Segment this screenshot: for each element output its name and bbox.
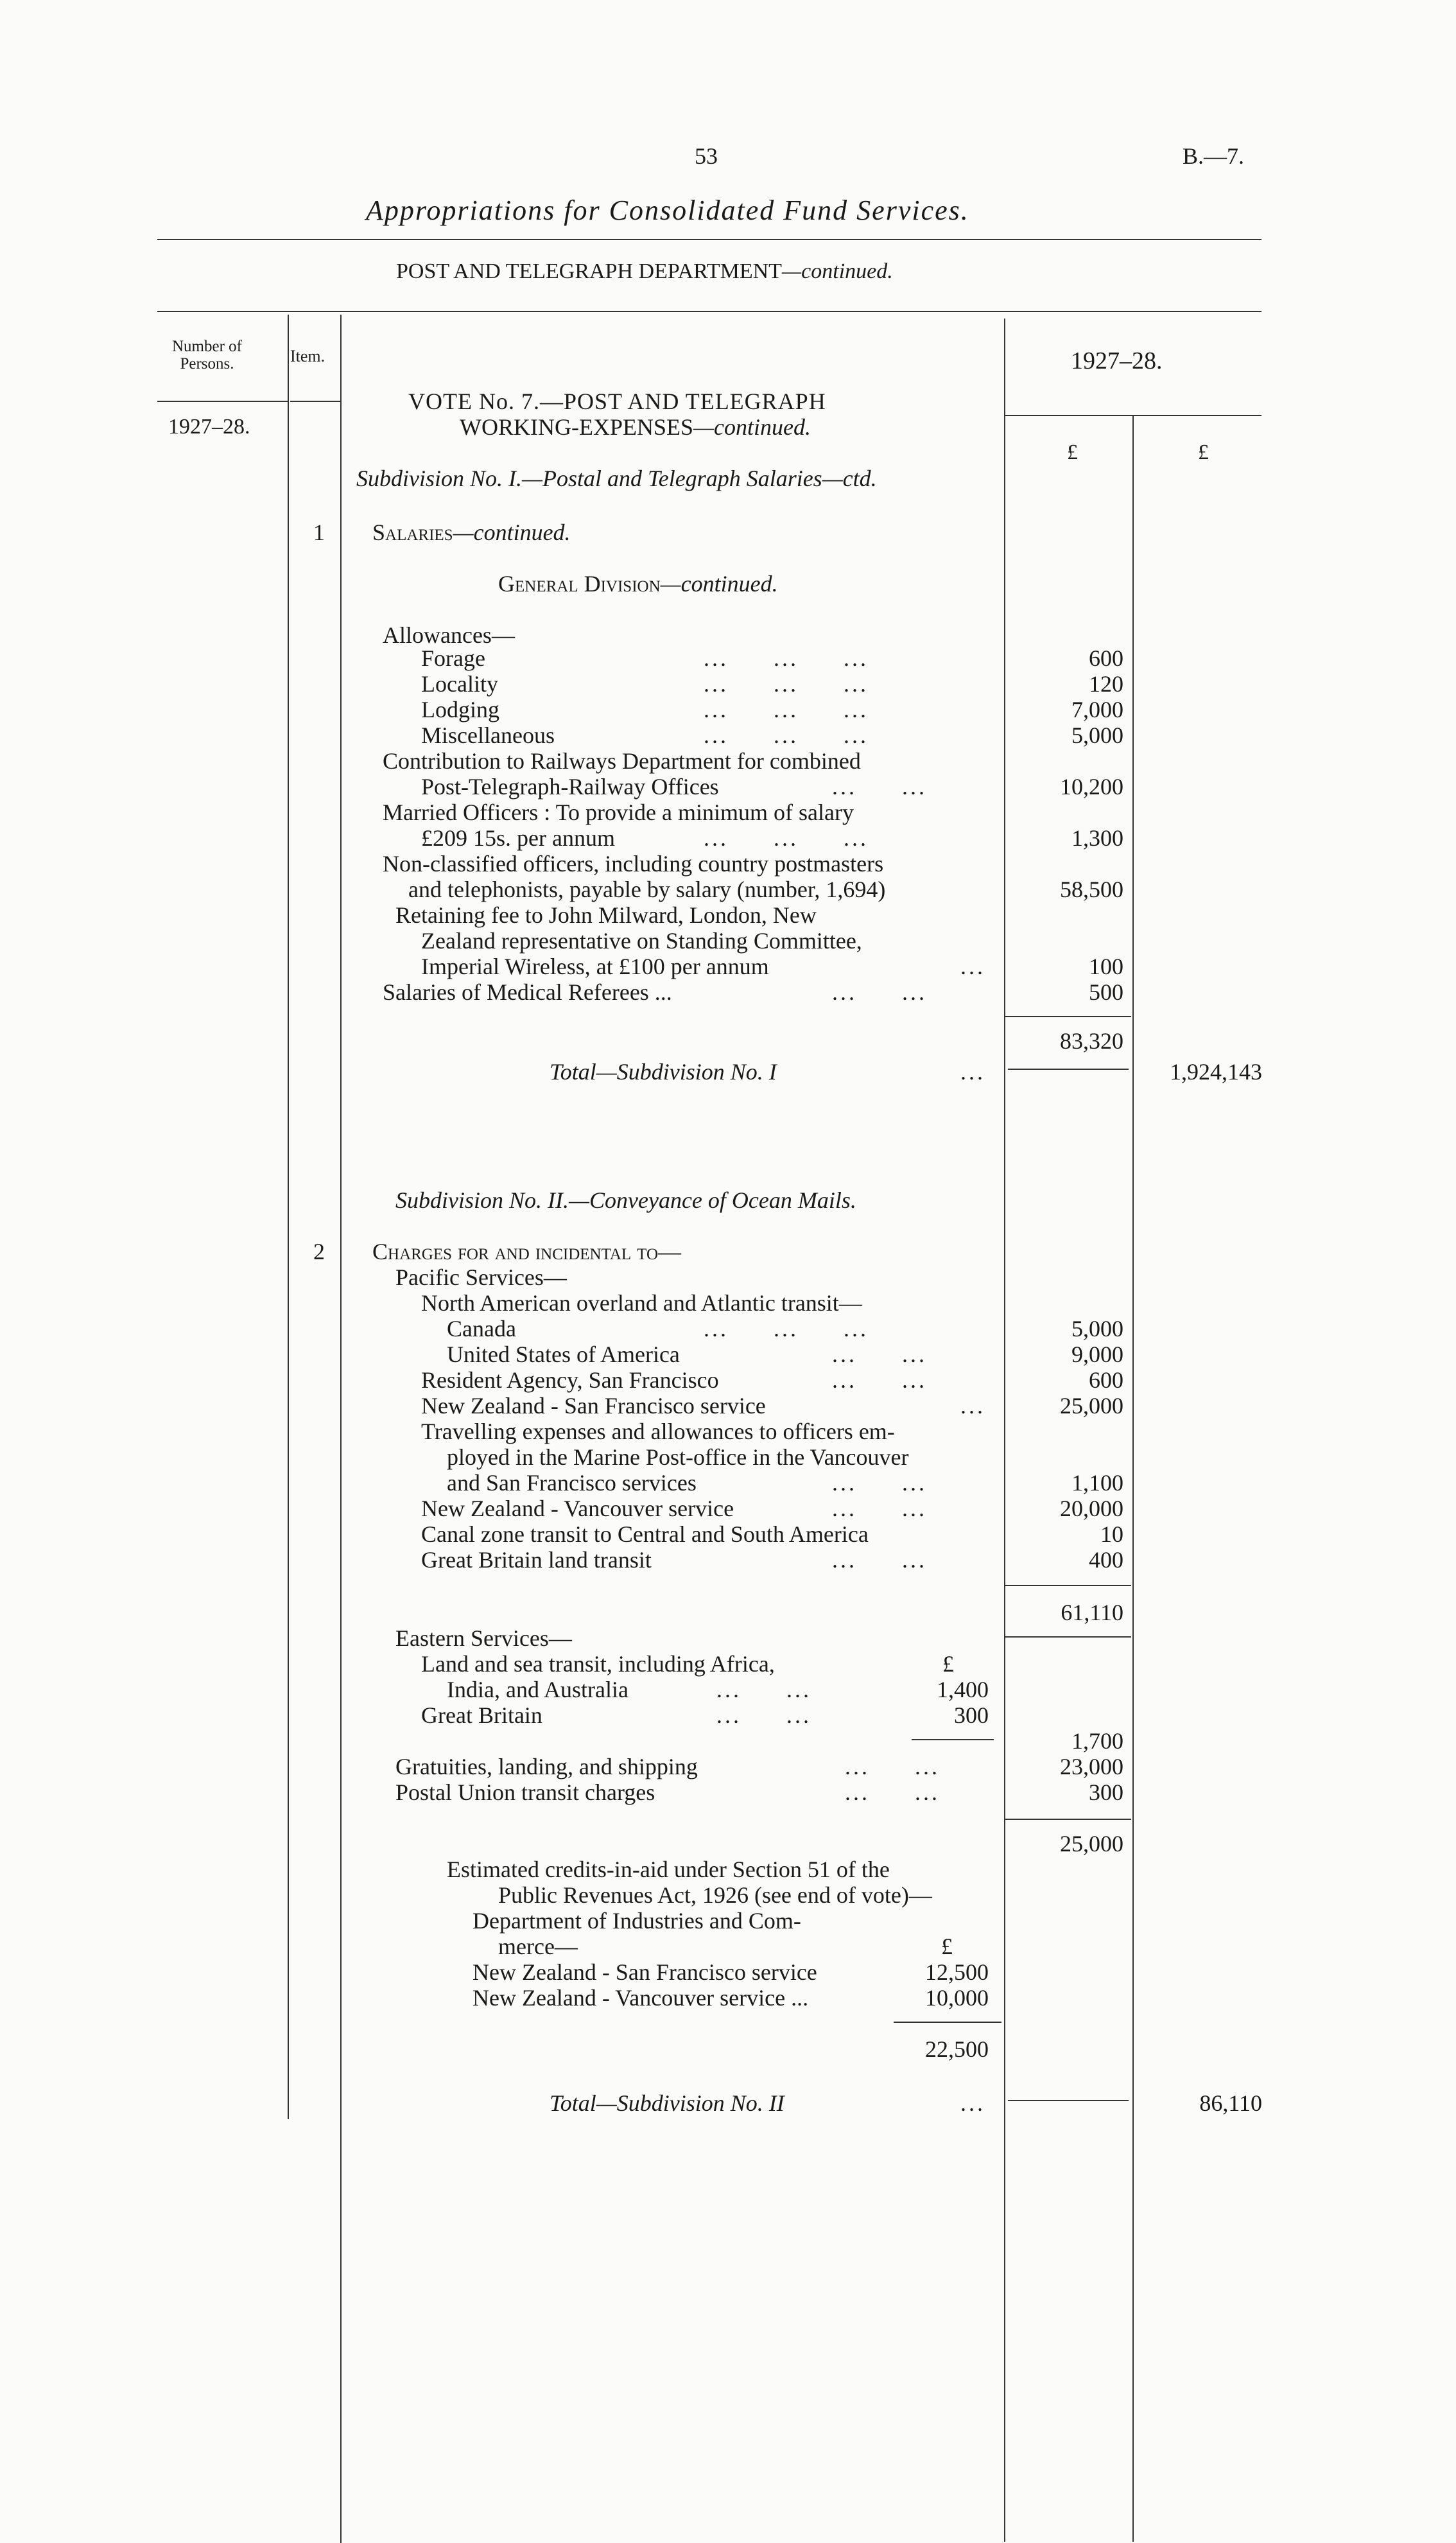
eastern-pound-heading: £	[942, 1651, 954, 1677]
leader-dots: ... ...	[845, 1779, 940, 1805]
credits-line1: Estimated credits-in-aid under Section 51 of the	[447, 1857, 890, 1882]
credits-line3: Department of Industries and Com-	[472, 1908, 801, 1934]
leader-dots: ... ...	[832, 1496, 927, 1521]
vote-heading-line1: VOTE No. 7.—POST AND TELEGRAPH	[408, 389, 826, 414]
amount-contribution: 10,200	[1060, 774, 1123, 800]
leader-dots: ... ...	[832, 1470, 927, 1496]
leader-dots: ... ...	[832, 1367, 927, 1393]
amount-nz-vancouver: 20,000	[1060, 1496, 1123, 1521]
column-line-item-left	[288, 315, 289, 2119]
amount-medical: 500	[1089, 979, 1123, 1005]
subtotal-pacific: 61,110	[1061, 1600, 1123, 1625]
retaining-line3: Imperial Wireless, at £100 per annum	[421, 954, 769, 979]
total-subdivision-1-label: Total—Subdivision No. I	[550, 1059, 777, 1085]
allowance-forage: Forage	[421, 645, 485, 671]
charges-heading: Charges for and incidental to—	[372, 1239, 682, 1264]
eastern-services-label: Eastern Services—	[395, 1625, 572, 1651]
eastern-inner-rule	[912, 1739, 994, 1740]
travelling-line3: and San Francisco services	[447, 1470, 697, 1496]
leader-dots: ... ... ...	[704, 1316, 869, 1341]
eastern-line2: India, and Australia	[447, 1677, 628, 1702]
column-line-amount-left	[1004, 319, 1005, 2542]
pound-heading-2: £	[1198, 441, 1209, 464]
page-title: Appropriations for Consolidated Fund Services.	[366, 195, 969, 226]
leader-dots: ... ... ...	[704, 645, 869, 671]
amount-gb-land-transit: 400	[1089, 1547, 1123, 1573]
amount-travelling: 1,100	[1071, 1470, 1123, 1496]
contribution-line1: Contribution to Railways Department for combined	[383, 748, 861, 774]
leader-dots: ... ...	[832, 979, 927, 1005]
leader-dots: ... ...	[832, 1547, 927, 1573]
leader-dots: ...	[960, 2090, 985, 2116]
year-heading-right: 1927–28.	[1071, 347, 1163, 374]
gratuities-landing-shipping: Gratuities, landing, and shipping	[395, 1754, 698, 1779]
credits-total-rule	[894, 2022, 1001, 2023]
item-rule	[290, 401, 342, 402]
amount-gratuities: 23,000	[1060, 1754, 1123, 1779]
amount-nonclassified: 58,500	[1060, 877, 1123, 902]
total-rule-1	[1008, 1069, 1129, 1070]
credit-nz-vancouver: New Zealand - Vancouver service ...	[472, 1985, 809, 2011]
amount-canal-zone: 10	[1100, 1521, 1123, 1547]
canal-zone-transit: Canal zone transit to Central and South America	[421, 1521, 869, 1547]
married-line1: Married Officers : To provide a minimum of salary	[383, 800, 854, 825]
amount-nz-san-francisco: 25,000	[1060, 1393, 1123, 1419]
document-reference: B.—7.	[1183, 143, 1245, 169]
subtotal-rule-pacific-bottom	[1005, 1636, 1131, 1638]
north-american-label: North American overland and Atlantic transit—	[421, 1290, 862, 1316]
amount-canada: 5,000	[1071, 1316, 1123, 1341]
credits-pound-heading: £	[941, 1934, 953, 1959]
eastern-great-britain: Great Britain	[421, 1702, 542, 1728]
subdivision-2-heading: Subdivision No. II.—Conveyance of Ocean Mails.	[395, 1187, 856, 1213]
leader-dots: ... ...	[716, 1677, 811, 1702]
leader-dots: ... ... ...	[704, 697, 869, 722]
credit-nz-san-francisco: New Zealand - San Francisco service	[472, 1959, 817, 1985]
credit-amount-san-francisco: 12,500	[925, 1959, 989, 1985]
amount-miscellaneous: 5,000	[1071, 722, 1123, 748]
leader-dots: ... ...	[845, 1754, 940, 1779]
leader-dots: ...	[960, 954, 985, 979]
travelling-line2: ployed in the Marine Post-office in the Vancouver	[447, 1444, 909, 1470]
subtotal-rule-eastern	[1005, 1819, 1131, 1820]
item-number-2: 2	[313, 1239, 325, 1264]
subtotal-eastern-block: 25,000	[1060, 1831, 1123, 1857]
nonclassified-line2: and telephonists, payable by salary (number, 1,694)	[408, 877, 886, 902]
total-subdivision-2: 86,110	[1199, 2090, 1262, 2116]
salaries-heading: Salaries—continued.	[372, 520, 571, 545]
subdivision-1-heading: Subdivision No. I.—Postal and Telegraph Salaries—ctd.	[356, 466, 877, 491]
credit-amount-vancouver: 10,000	[925, 1985, 989, 2011]
amount-resident-agency: 600	[1089, 1367, 1123, 1393]
pacific-usa: United States of America	[447, 1341, 680, 1367]
number-of-persons-heading: Number of Persons.	[172, 338, 242, 372]
credits-line2: Public Revenues Act, 1926 (see end of vote)—	[498, 1882, 932, 1908]
amount-eastern-gb: 300	[954, 1702, 989, 1728]
total-subdivision-1: 1,924,143	[1170, 1059, 1262, 1085]
column-line-amount-right	[1132, 416, 1134, 2542]
travelling-line1: Travelling expenses and allowances to officers em-	[421, 1419, 895, 1444]
great-britain-land-transit: Great Britain land transit	[421, 1547, 652, 1573]
pacific-canada: Canada	[447, 1316, 516, 1341]
total-rule-2	[1008, 2100, 1129, 2101]
retaining-line2: Zealand representative on Standing Committee,	[421, 928, 862, 954]
item-number-1: 1	[313, 520, 325, 545]
credits-line4: merce—	[498, 1934, 578, 1959]
item-heading: Item.	[290, 347, 325, 365]
leader-dots: ... ... ...	[704, 722, 869, 748]
amount-usa: 9,000	[1071, 1341, 1123, 1367]
amount-eastern-inner: 1,400	[937, 1677, 989, 1702]
married-line2: £209 15s. per annum	[421, 825, 615, 851]
subtotal-rule-1	[1005, 1016, 1131, 1017]
persons-rule	[157, 401, 289, 402]
eastern-line1: Land and sea transit, including Africa,	[421, 1651, 775, 1677]
pacific-resident-agency: Resident Agency, San Francisco	[421, 1367, 719, 1393]
pacific-services-label: Pacific Services—	[395, 1264, 567, 1290]
leader-dots: ...	[960, 1059, 985, 1085]
nonclassified-line1: Non-classified officers, including country postmasters	[383, 851, 884, 877]
allowance-locality: Locality	[421, 671, 498, 697]
page-number: 53	[695, 143, 718, 169]
subtotal-subdivision-1: 83,320	[1060, 1028, 1123, 1054]
amount-postal-union: 300	[1089, 1779, 1123, 1805]
allowances-label: Allowances—	[383, 622, 515, 648]
amount-retaining: 100	[1089, 954, 1123, 979]
amount-lodging: 7,000	[1071, 697, 1123, 722]
vote-heading-line2: WORKING-EXPENSES—continued.	[460, 414, 811, 440]
retaining-line1: Retaining fee to John Milward, London, New	[395, 902, 817, 928]
column-line-item-right	[340, 315, 342, 2543]
pacific-nz-san-francisco: New Zealand - San Francisco service	[421, 1393, 766, 1419]
total-subdivision-2-label: Total—Subdivision No. II	[550, 2090, 784, 2116]
amount-forage: 600	[1089, 645, 1123, 671]
header-top-rule	[157, 311, 1261, 312]
leader-dots: ...	[960, 1393, 985, 1419]
postal-union-transit: Postal Union transit charges	[395, 1779, 655, 1805]
medical-referees: Salaries of Medical Referees ...	[383, 979, 672, 1005]
amount-locality: 120	[1089, 671, 1123, 697]
credits-total: 22,500	[925, 2036, 989, 2062]
department-heading: POST AND TELEGRAPH DEPARTMENT—continued.	[396, 259, 893, 283]
nz-vancouver-service: New Zealand - Vancouver service	[421, 1496, 734, 1521]
leader-dots: ... ...	[716, 1702, 811, 1728]
pound-heading-1: £	[1067, 441, 1078, 464]
leader-dots: ... ... ...	[704, 671, 869, 697]
leader-dots: ... ... ...	[704, 825, 869, 851]
amount-eastern-total: 1,700	[1071, 1728, 1123, 1754]
subtotal-rule-pacific	[1005, 1585, 1131, 1586]
contribution-line2: Post-Telegraph-Railway Offices	[421, 774, 719, 800]
leader-dots: ... ...	[832, 774, 927, 800]
allowance-lodging: Lodging	[421, 697, 499, 722]
year-heading-left: 1927–28.	[168, 415, 250, 439]
leader-dots: ... ...	[832, 1341, 927, 1367]
general-division-heading: General Division—continued.	[498, 571, 778, 597]
title-rule	[157, 239, 1261, 240]
amount-married: 1,300	[1071, 825, 1123, 851]
allowance-miscellaneous: Miscellaneous	[421, 722, 555, 748]
